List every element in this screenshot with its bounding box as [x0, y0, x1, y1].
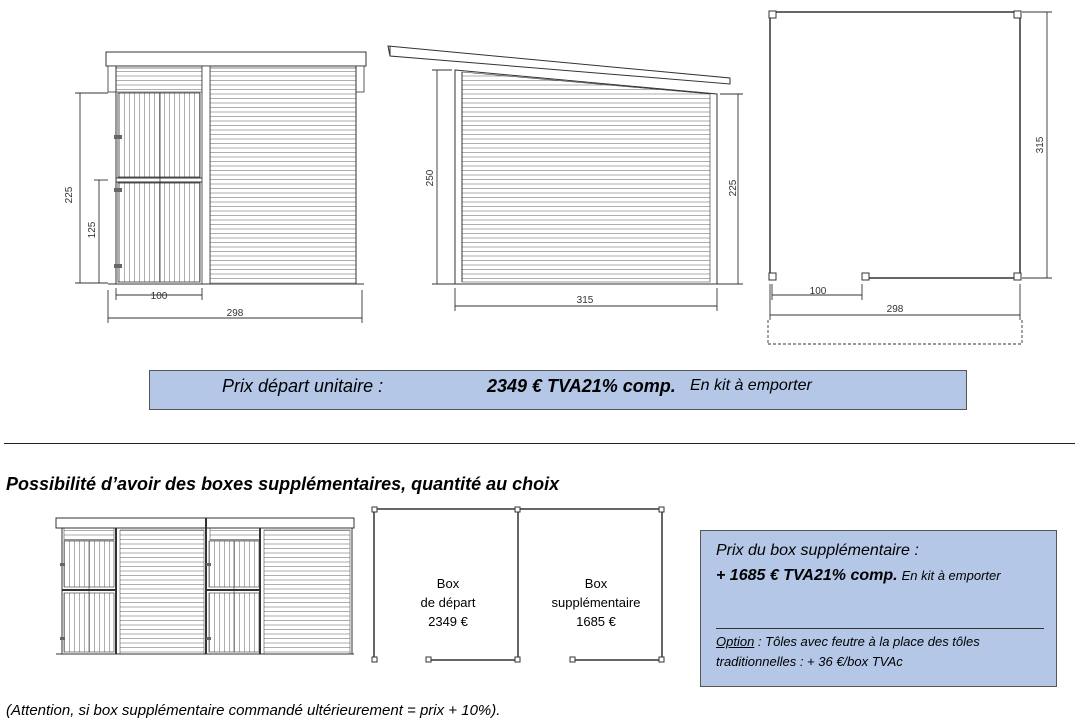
front-dimensions [75, 93, 362, 323]
plan-box-start-line2: de départ [420, 595, 476, 610]
footnote: (Attention, si box supplémentaire commandé ultérieurement = prix + 10%). [6, 702, 501, 719]
option-description: : Tôles avec feutre à la place des tôles traditionnelles : + 36 €/box TVAc [716, 634, 980, 669]
plan-box-extra [536, 574, 656, 631]
plan-dimensions [768, 12, 1052, 344]
extra-price-title: Prix du box supplémentaire : [716, 542, 919, 559]
front-dim-door: 100 [150, 291, 168, 302]
double-front-structure [56, 518, 354, 654]
plan-dim-depth: 315 [1035, 136, 1046, 154]
side-dim-low: 225 [728, 179, 739, 197]
plan-structure [769, 11, 1021, 280]
front-dim-door-height: 125 [87, 221, 98, 239]
side-dimensions [432, 70, 743, 311]
extra-price-box [700, 530, 1057, 687]
plan-box-extra-price: 1685 € [576, 614, 616, 629]
extra-price-note: En kit à emporter [901, 568, 1001, 583]
option-label: Option [716, 634, 755, 649]
front-dim-height: 225 [64, 186, 75, 204]
plan-dim-opening: 100 [809, 286, 827, 297]
plan-box-start [388, 574, 508, 631]
side-dim-high: 250 [425, 169, 436, 187]
main-price-box [149, 370, 967, 410]
plan-box-start-line1: Box [436, 576, 460, 591]
main-price-note: En kit à emporter [690, 377, 812, 394]
side-dim-width: 315 [576, 295, 594, 306]
front-structure [106, 52, 366, 284]
main-price-label: Prix départ unitaire : [222, 376, 384, 396]
extra-price-line [716, 567, 1001, 585]
plan-dim-width: 298 [886, 304, 904, 315]
extra-boxes-heading: Possibilité d’avoir des boxes supplémentaires, quantité au choix [6, 474, 560, 494]
option-divider [716, 628, 1044, 629]
front-dim-width: 298 [226, 308, 244, 319]
side-structure [388, 46, 730, 284]
plan-box-extra-line2: supplémentaire [551, 595, 641, 610]
main-price-value: 2349 € TVA21% comp. [487, 376, 676, 396]
plan-box-start-price: 2349 € [428, 614, 468, 629]
extra-price-value: + 1685 € TVA21% comp. [716, 567, 898, 584]
section-divider [4, 443, 1075, 444]
option-text [716, 632, 1046, 672]
plan-box-extra-line1: Box [584, 576, 608, 591]
